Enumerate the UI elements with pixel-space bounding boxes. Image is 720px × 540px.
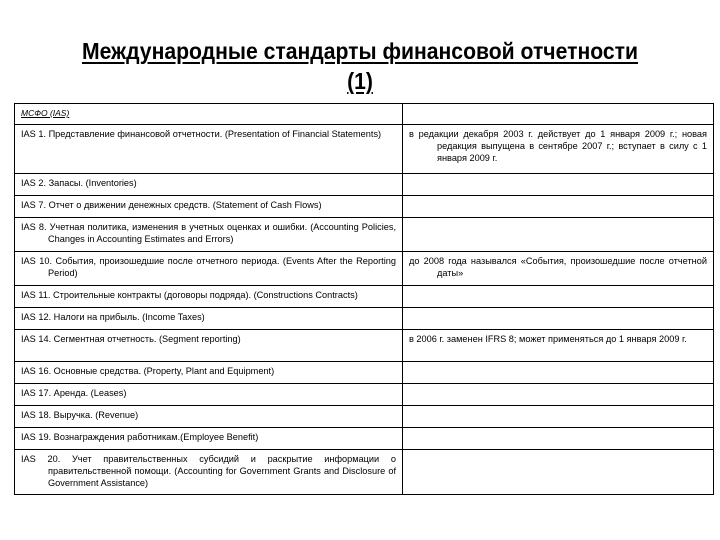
standard-cell [15,174,403,196]
table-row [15,308,714,330]
table-row [15,196,714,218]
page-title-line-1: Международные стандарты финансовой отчетности [81,38,639,64]
table-row [15,286,714,308]
note-cell [403,252,714,286]
standard-cell [15,286,403,308]
table-row [15,218,714,252]
note-cell [403,362,714,384]
standard-text: IAS 16. Основные средства. (Property, Plant and Equipment) [21,366,275,376]
table-row [15,450,714,495]
standard-text: IAS 14. Сегментная отчетность. (Segment reporting) [21,334,241,344]
table-row [15,125,714,174]
ifrs-standards-table [14,103,714,495]
standard-cell [15,362,403,384]
standard-text: IAS 7. Отчет о движении денежных средств. (Statement of Cash Flows) [21,200,322,210]
note-cell [403,286,714,308]
standard-text: IAS 19. Вознаграждения работникам.(Employee Benefit) [21,432,259,442]
note-text: в 2006 г. заменен IFRS 8; может применяться до 1 января 2009 г. [409,334,687,344]
note-cell [403,428,714,450]
standard-cell [15,218,403,252]
page-title-line-2: (1) [347,68,373,94]
standard-text: IAS 11. Строительные контракты (договоры подряда). (Constructions Contracts) [21,290,358,300]
standard-text: IAS 18. Выручка. (Revenue) [21,410,139,420]
note-cell [403,308,714,330]
standard-text: IAS 10. События, произошедшие после отчетного периода. (Events After the Reporting Period) [21,256,396,278]
standard-cell [15,330,403,362]
standard-cell [15,125,403,174]
note-cell [403,384,714,406]
note-text: до 2008 года назывался «События, произошедшие после отчетной даты» [409,256,707,278]
standard-text: IAS 20. Учет правительственных субсидий и раскрытие информации о правительственной помощи. (Accounting for Government Grants and Disclosure of Government Assistance) [21,454,396,488]
standard-text: IAS 17. Аренда. (Leases) [21,388,127,398]
table-row [15,384,714,406]
standard-cell [15,406,403,428]
note-cell [403,450,714,495]
note-text: в редакции декабря 2003 г. действует до 1 января 2009 г.; новая редакция выпущена в сентябре 2007 г.; вступает в силу с 1 января 2009 г. [409,129,707,163]
standard-cell [15,384,403,406]
table-row [15,406,714,428]
standard-text: IAS 1. Представление финансовой отчетности. (Presentation of Financial Statements) [21,129,382,139]
table-header-row [15,104,714,125]
table-row [15,428,714,450]
table-row [15,174,714,196]
table-row [15,252,714,286]
note-cell [403,196,714,218]
standard-cell [15,450,403,495]
standard-text: IAS 8. Учетная политика, изменения в учетных оценках и ошибки. (Accounting Policies, Changes in Accounting Estimates and Errors) [21,222,396,244]
note-cell [403,406,714,428]
note-cell [403,218,714,252]
standard-text: IAS 12. Налоги на прибыль. (Income Taxes) [21,312,205,322]
page-title [29,36,691,96]
column-header-standard: МСФО (IAS) [15,104,403,125]
table-row [15,330,714,362]
note-cell [403,330,714,362]
note-cell [403,125,714,174]
standard-cell [15,196,403,218]
table-row [15,362,714,384]
standard-text: IAS 2. Запасы. (Inventories) [21,178,137,188]
note-cell [403,174,714,196]
standard-cell [15,308,403,330]
column-header-note [403,104,714,125]
standard-cell [15,428,403,450]
standard-cell [15,252,403,286]
